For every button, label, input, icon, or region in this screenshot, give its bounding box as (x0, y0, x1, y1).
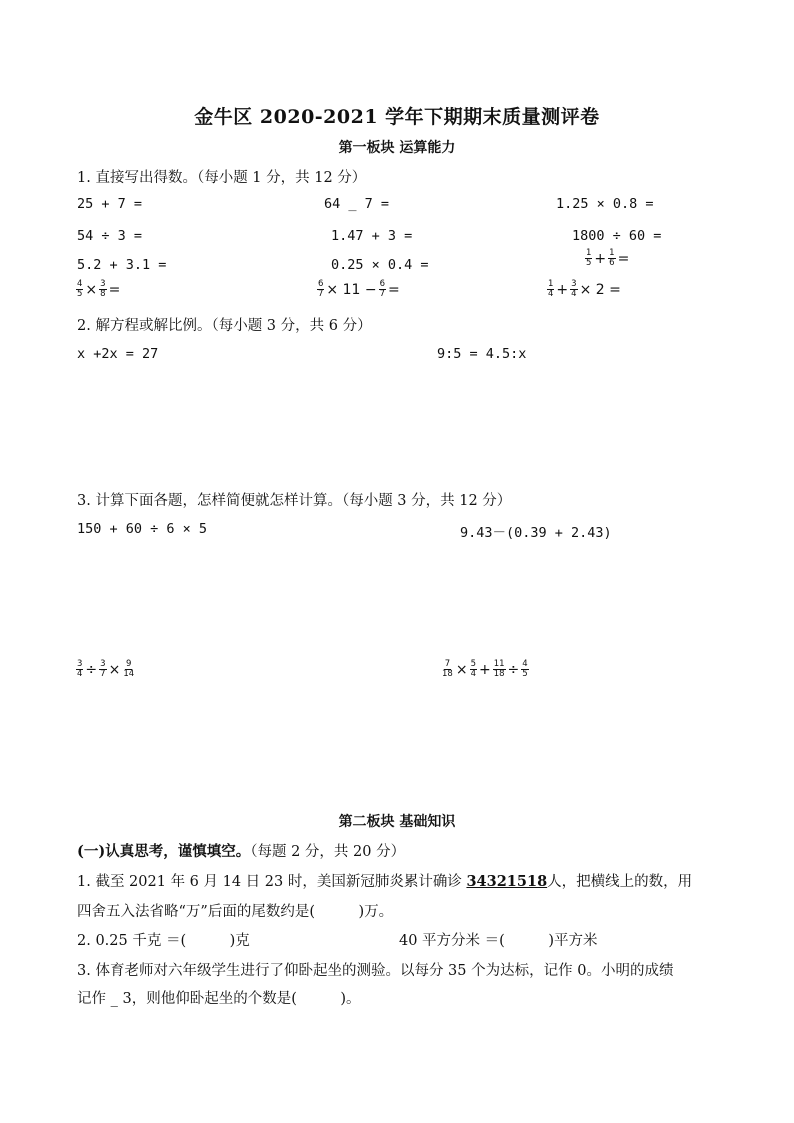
fraction: $\frac{4}{5}$ (77, 279, 83, 299)
fill-question-3-line-2: 记作 _ 3，则他仰卧起坐的个数是( )。 (77, 991, 361, 1007)
q1-item-2: 64 _ 7 = (324, 196, 390, 212)
part-1-title: (一)认真思考，谨慎填空。（每题 2 分，共 20 分） (77, 843, 406, 860)
fraction: $\frac{6}{7}$ (318, 279, 324, 299)
q1-item-10: $\frac{4}{5}$ × $\frac{3}{8}$ = (77, 279, 121, 299)
question-2-title: 2. 解方程或解比例。（每小题 3 分，共 6 分） (77, 318, 372, 334)
q1-item-5: 1.47 + 3 = (331, 228, 413, 244)
fraction: $\frac{1}{4}$ (548, 279, 554, 299)
fraction: $\frac{6}{7}$ (379, 279, 386, 299)
q1-item-1: 25 + 7 = (77, 196, 143, 212)
fill-question-1-line-1: 1. 截至 2021 年 6 月 14 日 23 时，美国新冠肺炎累计确诊 34321518人，把横线上的数，用 (77, 873, 693, 890)
q1-item-4: 54 ÷ 3 = (77, 228, 143, 244)
fraction: $\frac{3}{4}$ (77, 659, 83, 679)
section-heading-1: 第一板块 运算能力 (338, 140, 456, 156)
q1-item-6: 1800 ÷ 60 = (572, 228, 662, 244)
fraction: $\frac{4}{5}$ (522, 659, 528, 679)
q1-item-12: $\frac{1}{4}$ + $\frac{3}{4}$ × 2 = (548, 279, 621, 299)
fraction: $\frac{3}{8}$ (100, 279, 106, 299)
fraction: $\frac{1}{5}$ (586, 248, 592, 268)
fraction: $\frac{9}{14}$ (123, 659, 135, 679)
fraction: $\frac{3}{4}$ (571, 279, 577, 299)
fraction: $\frac{3}{7}$ (100, 659, 106, 679)
fill-question-1-line-2: 四舍五入法省略“万”后面的尾数约是( )万。 (77, 904, 394, 920)
q3-item-3: $\frac{3}{4}$ ÷ $\frac{3}{7}$ × $\frac{9}{14}$ (77, 659, 135, 679)
page-title: 金牛区 2020-2021 学年下期期末质量测评卷 (194, 106, 600, 128)
q1-item-11: $\frac{6}{7}$ × 11 − $\frac{6}{7}$ = (318, 279, 400, 299)
fill-question-2-part-a: 2. 0.25 千克 ＝( )克 (77, 933, 250, 949)
q3-item-1: 150 + 60 ÷ 6 × 5 (77, 521, 208, 537)
fraction: $\frac{5}{4}$ (470, 659, 476, 679)
q3-item-4: $\frac{7}{18}$ × $\frac{5}{4}$ + $\frac{11}{18}$ ÷ $\frac{4}{5}$ (442, 659, 528, 679)
fill-question-3-line-1: 3. 体育老师对六年级学生进行了仰卧起坐的测验。以每分 35 个为达标，记作 0。小明的成绩 (77, 963, 674, 979)
underlined-number: 34321518 (466, 873, 548, 890)
fill-question-2-part-b: 40 平方分米 ＝( )平方米 (399, 933, 598, 949)
q3-item-2: 9.43－(0.39 + 2.43) (460, 525, 612, 541)
q1-item-7: 5.2 + 3.1 = (77, 257, 167, 273)
section-heading-2: 第二板块 基础知识 (338, 814, 456, 830)
q1-item-8: 0.25 × 0.4 = (331, 257, 429, 273)
question-1-title: 1. 直接写出得数。（每小题 1 分，共 12 分） (77, 170, 367, 186)
fraction: $\frac{7}{18}$ (442, 659, 453, 679)
fraction: $\frac{11}{18}$ (493, 659, 505, 679)
q2-item-1: x +2x = 27 (77, 346, 159, 362)
fraction: $\frac{1}{6}$ (609, 248, 615, 268)
q1-item-3: 1.25 × 0.8 = (556, 196, 654, 212)
q2-item-2: 9:5 = 4.5:x (437, 346, 527, 362)
question-3-title: 3. 计算下面各题，怎样简便就怎样计算。（每小题 3 分，共 12 分） (77, 493, 512, 509)
q1-item-9: $\frac{1}{5}$ + $\frac{1}{6}$ = (586, 248, 630, 268)
